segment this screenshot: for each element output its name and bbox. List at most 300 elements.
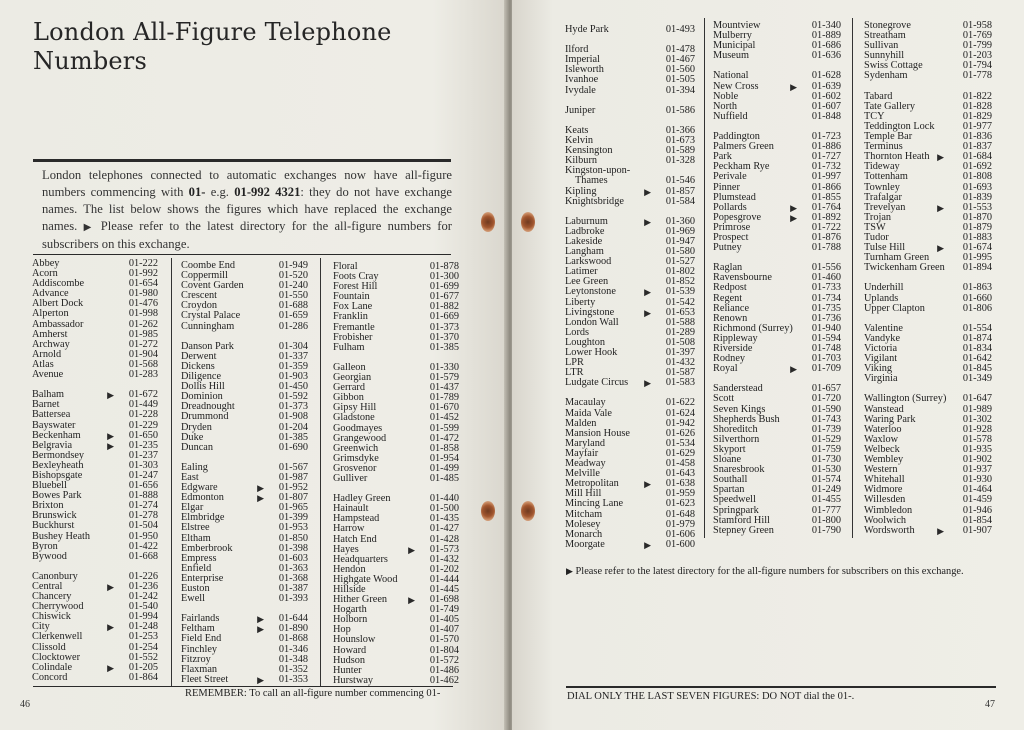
exchange-name: Southall bbox=[713, 474, 748, 486]
exchange-number: 01-992 bbox=[128, 268, 158, 280]
exchange-entry bbox=[864, 172, 992, 182]
page-number: 46 bbox=[20, 699, 30, 710]
exchange-name: Mincing Lane bbox=[565, 498, 624, 510]
exchange-name: Wimbledon bbox=[864, 504, 913, 516]
exchange-number: 01-987 bbox=[278, 471, 308, 483]
exchange-number: 01-283 bbox=[128, 369, 158, 381]
exchange-entry bbox=[565, 86, 695, 96]
exchange-name: Foots Cray bbox=[333, 271, 379, 283]
exchange-name: Richmond (Surrey) bbox=[713, 322, 793, 334]
exchange-number: 01-359 bbox=[278, 360, 308, 372]
exchange-name: Rodney bbox=[713, 353, 746, 365]
exchange-number: 01-205 bbox=[128, 661, 158, 673]
dial-footer-text: DIAL ONLY THE LAST SEVEN FIGURES: DO NOT bbox=[567, 691, 804, 702]
exchange-name: Tate Gallery bbox=[864, 100, 916, 112]
exchange-name: Keats bbox=[565, 124, 589, 136]
exchange-name: Elstree bbox=[181, 522, 210, 534]
exchange-number: 01-422 bbox=[128, 540, 158, 552]
exchange-name: Spartan bbox=[713, 484, 745, 496]
exchange-entry bbox=[864, 526, 992, 536]
exchange-name: Museum bbox=[713, 50, 750, 62]
exchange-name: Gipsy Hill bbox=[333, 402, 377, 414]
exchange-name: Dreadnought bbox=[181, 401, 235, 413]
exchange-name: Amherst bbox=[32, 328, 68, 340]
exchange-number: 01-852 bbox=[665, 276, 695, 288]
exchange-name: Terminus bbox=[864, 141, 903, 153]
exchange-name: Lee Green bbox=[565, 276, 609, 288]
exchange-number: 01-458 bbox=[665, 458, 695, 470]
exchange-name: Hampstead bbox=[333, 513, 380, 525]
exchange-number: 01-808 bbox=[962, 171, 992, 183]
exchange-name: Hither Green bbox=[333, 594, 388, 606]
arrow-icon: ▶ bbox=[644, 539, 651, 550]
exchange-name: Archway bbox=[32, 338, 70, 350]
exchange-number: 01-588 bbox=[665, 316, 695, 328]
exchange-name: Kensington bbox=[565, 145, 613, 157]
arrow-icon: ▶ bbox=[937, 152, 944, 163]
exchange-number: 01-642 bbox=[962, 353, 992, 365]
exchange-name: Hunter bbox=[333, 664, 362, 676]
exchange-entry bbox=[864, 304, 992, 314]
exchange-number: 01-444 bbox=[429, 573, 459, 585]
exchange-name: Brixton bbox=[32, 500, 64, 512]
exchange-number: 01-648 bbox=[665, 508, 695, 520]
exchange-entry bbox=[713, 495, 841, 505]
intro-text-2: e.g. bbox=[205, 185, 235, 199]
exchange-number: 01-222 bbox=[128, 258, 158, 269]
exchange-number: 01-994 bbox=[128, 611, 158, 623]
exchange-name: Harrow bbox=[333, 523, 365, 535]
exchange-name: Melville bbox=[565, 468, 600, 480]
exchange-number: 01-902 bbox=[962, 454, 992, 466]
exchange-name: Kingston-upon- bbox=[565, 165, 631, 177]
exchange-number: 01-437 bbox=[429, 382, 459, 394]
exchange-name: Frobisher bbox=[333, 331, 373, 343]
exchange-number: 01-254 bbox=[128, 641, 158, 653]
arrow-icon: ▶ bbox=[790, 81, 797, 92]
exchange-number: 01-788 bbox=[811, 242, 841, 254]
exchange-number: 01-485 bbox=[429, 472, 459, 484]
exchange-number: 01-653 bbox=[665, 306, 695, 318]
exchange-number: 01-940 bbox=[811, 322, 841, 334]
exchange-number: 01-882 bbox=[429, 301, 459, 313]
exchange-name: Battersea bbox=[32, 409, 71, 421]
exchange-name: Gladstone bbox=[333, 412, 375, 424]
exchange-name: Trafalgar bbox=[864, 191, 902, 203]
exchange-column-2 bbox=[181, 261, 308, 685]
exchange-number: 01-363 bbox=[278, 562, 308, 574]
exchange-column-5 bbox=[713, 21, 841, 536]
exchange-name: Laburnum bbox=[565, 215, 608, 227]
exchange-name: Bishopsgate bbox=[32, 469, 83, 481]
exchange-number: 01-550 bbox=[278, 290, 308, 302]
exchange-number: 01-997 bbox=[811, 171, 841, 183]
exchange-number: 01-462 bbox=[429, 674, 459, 686]
exchange-entry bbox=[181, 443, 308, 453]
exchange-number: 01-568 bbox=[128, 358, 158, 370]
exchange-number: 01-599 bbox=[429, 422, 459, 434]
arrow-icon: ▶ bbox=[257, 614, 264, 625]
exchange-entry bbox=[181, 322, 308, 332]
exchange-entry bbox=[333, 676, 459, 686]
exchange-name: Swiss Cottage bbox=[864, 60, 923, 72]
arrow-icon: ▶ bbox=[408, 595, 415, 606]
exchange-name: Grangewood bbox=[333, 432, 387, 444]
exchange-name: LPR bbox=[565, 357, 584, 369]
exchange-name: Arnold bbox=[32, 348, 62, 360]
exchange-name: Galleon bbox=[333, 361, 366, 373]
exchange-number: 01-455 bbox=[811, 494, 841, 506]
exchange-number: 01-647 bbox=[962, 393, 992, 405]
exchange-number: 01-866 bbox=[811, 181, 841, 193]
exchange-entry bbox=[32, 370, 158, 380]
exchange-name: Grosvenor bbox=[333, 462, 377, 474]
exchange-entry bbox=[333, 413, 459, 423]
exchange-number: 01-302 bbox=[962, 413, 992, 425]
exchange-name: Hatch End bbox=[333, 533, 377, 545]
exchange-number: 01-554 bbox=[962, 322, 992, 334]
exchange-number: 01-848 bbox=[811, 110, 841, 122]
exchange-name: Willesden bbox=[864, 494, 906, 506]
exchange-name: Barnet bbox=[32, 399, 60, 411]
exchange-name: Palmers Green bbox=[713, 141, 774, 153]
remember-footer: REMEMBER: To call an all-figure number commencing 01- bbox=[185, 688, 441, 699]
exchange-entry bbox=[864, 495, 992, 505]
exchange-entry bbox=[565, 25, 695, 35]
exchange-name: Highgate Wood bbox=[333, 573, 398, 585]
exchange-number: 01-874 bbox=[962, 332, 992, 344]
exchange-number: 01-965 bbox=[278, 502, 308, 514]
exchange-name: Regent bbox=[713, 292, 743, 304]
exchange-name: Springpark bbox=[713, 504, 759, 516]
exchange-entry bbox=[565, 499, 695, 509]
exchange-name: Clocktower bbox=[32, 651, 81, 663]
exchange-name: Pollards bbox=[713, 201, 747, 213]
exchange-name: Livingstone bbox=[565, 306, 615, 318]
exchange-name: Pinner bbox=[713, 181, 740, 193]
exchange-name: Wanstead bbox=[864, 403, 904, 415]
exchange-name: Derwent bbox=[181, 350, 217, 362]
exchange-number: 01-857 bbox=[665, 185, 695, 197]
exchange-name: Danson Park bbox=[181, 340, 234, 352]
exchange-name: Sloane bbox=[713, 454, 742, 466]
exchange-number: 01-459 bbox=[962, 494, 992, 506]
exchange-name: Isleworth bbox=[565, 64, 604, 76]
exchange-name: Uplands bbox=[864, 292, 899, 304]
exchange-number: 01-907 bbox=[962, 524, 992, 536]
exchange-name: Abbey bbox=[32, 258, 60, 269]
exchange-number: 01-236 bbox=[128, 581, 158, 592]
exchange-name: Whitehall bbox=[864, 474, 905, 486]
exchange-number: 01-590 bbox=[811, 403, 841, 415]
exchange-name: Valentine bbox=[864, 322, 903, 334]
dial-footer-emphasis: dial the 01-. bbox=[803, 691, 855, 702]
exchange-name: Paddington bbox=[713, 131, 760, 143]
exchange-number: 01-668 bbox=[128, 550, 158, 562]
exchange-name: Park bbox=[713, 151, 732, 163]
exchange-number: 01-352 bbox=[278, 663, 308, 675]
exchange-number: 01-977 bbox=[962, 120, 992, 132]
exchange-name: LTR bbox=[565, 367, 584, 379]
exchange-name: Trevelyan bbox=[864, 201, 906, 213]
exchange-name: Plumstead bbox=[713, 191, 756, 203]
exchange-name: Belgravia bbox=[32, 439, 73, 451]
exchange-name: Cherrywood bbox=[32, 601, 84, 613]
exchange-name: Clissold bbox=[32, 641, 66, 653]
exchange-name: Wordsworth bbox=[864, 524, 915, 536]
exchange-name: Dryden bbox=[181, 421, 212, 433]
exchange-entry bbox=[565, 176, 695, 186]
exchange-number: 01-863 bbox=[962, 282, 992, 294]
exchange-name: Covent Garden bbox=[181, 280, 244, 292]
exchange-name: Tudor bbox=[864, 231, 889, 243]
exchange-name: Wembley bbox=[864, 454, 904, 466]
exchange-number: 01-673 bbox=[665, 135, 695, 147]
exchange-number: 01-989 bbox=[962, 403, 992, 415]
exchange-number: 01-628 bbox=[811, 70, 841, 82]
exchange-name: Hop bbox=[333, 624, 351, 636]
exchange-number: 01-949 bbox=[278, 260, 308, 271]
exchange-name: Feltham bbox=[181, 623, 215, 635]
exchange-number: 01-530 bbox=[811, 464, 841, 476]
exchange-name: Fitzroy bbox=[181, 653, 211, 665]
exchange-name: Beckenham bbox=[32, 429, 81, 441]
exchange-number: 01-539 bbox=[665, 286, 695, 298]
exchange-number: 01-802 bbox=[665, 266, 695, 278]
exchange-number: 01-829 bbox=[962, 110, 992, 122]
exchange-name: Shoreditch bbox=[713, 423, 758, 435]
exchange-number: 01-328 bbox=[665, 155, 695, 167]
exchange-number: 01-928 bbox=[962, 423, 992, 435]
exchange-number: 01-622 bbox=[665, 397, 695, 409]
exchange-number: 01-954 bbox=[429, 452, 459, 464]
exchange-name: Hayes bbox=[333, 543, 359, 555]
exchange-number: 01-894 bbox=[962, 262, 992, 274]
arrow-icon: ▶ bbox=[937, 202, 944, 213]
exchange-name: Skyport bbox=[713, 443, 746, 455]
exchange-entry bbox=[713, 112, 841, 122]
exchange-number: 01-398 bbox=[278, 542, 308, 554]
exchange-name: Twickenham Green bbox=[864, 262, 945, 274]
exchange-number: 01-303 bbox=[128, 459, 158, 471]
exchange-name: Widmore bbox=[864, 484, 903, 496]
exchange-entry bbox=[333, 474, 459, 484]
arrow-icon: ▶ bbox=[790, 364, 797, 375]
exchange-column-3 bbox=[333, 262, 459, 686]
exchange-name: Liberty bbox=[565, 296, 596, 308]
exchange-number: 01-807 bbox=[278, 492, 308, 504]
arrow-icon: ▶ bbox=[566, 566, 573, 576]
exchange-name: Alperton bbox=[32, 308, 69, 320]
arrow-icon: ▶ bbox=[408, 544, 415, 555]
exchange-name: Gibbon bbox=[333, 392, 364, 404]
refer-note-text: Please refer to the latest directory for the all-figure numbers for subscribers on this exchange. bbox=[575, 566, 964, 577]
exchange-name: Enterprise bbox=[181, 572, 224, 584]
exchange-number: 01-759 bbox=[811, 443, 841, 455]
exchange-number: 01-854 bbox=[962, 514, 992, 526]
arrow-icon: ▶ bbox=[644, 307, 651, 318]
exchange-name: Coppermill bbox=[181, 270, 228, 282]
exchange-name: Lower Hook bbox=[565, 347, 618, 358]
exchange-name: Fairlands bbox=[181, 613, 220, 625]
exchange-number: 01-202 bbox=[429, 563, 459, 575]
exchange-name: Teddington Lock bbox=[864, 120, 935, 132]
exchange-number: 01-822 bbox=[962, 90, 992, 102]
arrow-icon: ▶ bbox=[790, 202, 797, 213]
exchange-number: 01-650 bbox=[128, 429, 158, 441]
exchange-number: 01-499 bbox=[429, 462, 459, 474]
exchange-number: 01-534 bbox=[665, 437, 695, 449]
exchange-number: 01-806 bbox=[962, 302, 992, 314]
exchange-name: Peckham Rye bbox=[713, 161, 770, 173]
exchange-name: Hudson bbox=[333, 654, 366, 666]
exchange-name: TCY bbox=[864, 110, 885, 122]
exchange-name: Floral bbox=[333, 261, 358, 272]
exchange-name: National bbox=[713, 70, 749, 82]
exchange-number: 01-247 bbox=[128, 469, 158, 481]
exchange-entry bbox=[713, 526, 841, 536]
exchange-name: Speedwell bbox=[713, 494, 756, 506]
exchange-name: Virginia bbox=[864, 373, 898, 385]
column-divider bbox=[320, 258, 321, 686]
exchange-number: 01-360 bbox=[665, 215, 695, 227]
arrow-icon: ▶ bbox=[257, 674, 264, 685]
exchange-number: 01-500 bbox=[429, 503, 459, 515]
exchange-name: Putney bbox=[713, 242, 742, 254]
column-divider bbox=[171, 258, 172, 686]
exchange-number: 01-837 bbox=[962, 141, 992, 153]
exchange-number: 01-749 bbox=[429, 604, 459, 616]
exchange-name: Franklin bbox=[333, 311, 368, 323]
exchange-name: Clerkenwell bbox=[32, 631, 83, 643]
exchange-name: London Wall bbox=[565, 316, 619, 328]
exchange-name: Fulham bbox=[333, 341, 365, 353]
exchange-name: Fox Lane bbox=[333, 301, 373, 313]
exchange-number: 01-407 bbox=[429, 624, 459, 636]
arrow-icon: ▶ bbox=[257, 493, 264, 504]
exchange-name: Crescent bbox=[181, 290, 218, 302]
exchange-number: 01-567 bbox=[278, 461, 308, 473]
exchange-number: 01-684 bbox=[962, 151, 992, 163]
exchange-number: 01-467 bbox=[665, 54, 695, 66]
exchange-name: Tulse Hill bbox=[864, 242, 906, 254]
arrow-icon: ▶ bbox=[107, 440, 114, 451]
exchange-number: 01-654 bbox=[128, 278, 158, 290]
exchange-name: Molesey bbox=[565, 518, 601, 530]
exchange-entry bbox=[713, 243, 841, 253]
exchange-number: 01-834 bbox=[962, 343, 992, 354]
exchange-name: Ealing bbox=[181, 461, 208, 473]
exchange-entry bbox=[565, 197, 695, 207]
exchange-name: Coombe End bbox=[181, 260, 236, 271]
exchange-number: 01-643 bbox=[665, 468, 695, 480]
exchange-entry bbox=[565, 106, 695, 116]
exchange-name: Fountain bbox=[333, 291, 370, 303]
exchange-name: Royal bbox=[713, 363, 738, 375]
exchange-name: Grimsdyke bbox=[333, 452, 379, 464]
exchange-number: 01-935 bbox=[962, 443, 992, 455]
exchange-name: Vandyke bbox=[864, 332, 901, 344]
exchange-number: 01-235 bbox=[128, 439, 158, 451]
exchange-number: 01-337 bbox=[278, 350, 308, 362]
exchange-name: New Cross bbox=[713, 80, 759, 92]
exchange-name: Bywood bbox=[32, 550, 67, 562]
exchange-name: Rippleway bbox=[713, 332, 758, 344]
exchange-name: Townley bbox=[864, 181, 900, 193]
exchange-name: Central bbox=[32, 581, 63, 592]
exchange-number: 01-607 bbox=[811, 100, 841, 112]
exchange-name: Bushey Heath bbox=[32, 530, 91, 542]
exchange-number: 01-669 bbox=[429, 311, 459, 323]
exchange-number: 01-904 bbox=[128, 348, 158, 360]
exchange-number: 01-858 bbox=[429, 442, 459, 454]
footer-rule bbox=[566, 686, 996, 688]
exchange-name: Eltham bbox=[181, 532, 211, 544]
exchange-number: 01-688 bbox=[278, 300, 308, 312]
exchange-number: 01-493 bbox=[665, 24, 695, 35]
exchange-number: 01-578 bbox=[962, 433, 992, 445]
exchange-number: 01-799 bbox=[962, 40, 992, 52]
exchange-number: 01-959 bbox=[665, 488, 695, 500]
exchange-name: Mill Hill bbox=[565, 488, 602, 500]
exchange-name: Latimer bbox=[565, 266, 598, 278]
exchange-number: 01-240 bbox=[278, 280, 308, 292]
exchange-name: Hainault bbox=[333, 503, 369, 515]
exchange-name: Ilford bbox=[565, 44, 589, 56]
exchange-name: Leytonstone bbox=[565, 286, 616, 298]
exchange-name: Cunningham bbox=[181, 320, 235, 332]
exchange-name: Underhill bbox=[864, 282, 904, 294]
exchange-number: 01-908 bbox=[278, 411, 308, 423]
page-number: 47 bbox=[985, 699, 995, 710]
exchange-number: 01-969 bbox=[665, 225, 695, 237]
exchange-number: 01-435 bbox=[429, 513, 459, 525]
exchange-name: Bexleyheath bbox=[32, 459, 84, 471]
exchange-number: 01-677 bbox=[429, 291, 459, 303]
exchange-number: 01-592 bbox=[278, 391, 308, 403]
exchange-name: Ewell bbox=[181, 593, 206, 605]
exchange-number: 01-946 bbox=[962, 504, 992, 516]
exchange-name: Duke bbox=[181, 431, 204, 443]
exchange-name: Croydon bbox=[181, 300, 218, 312]
arrow-icon: ▶ bbox=[644, 287, 651, 298]
exchange-name: Reliance bbox=[713, 302, 750, 314]
exchange-name: Elgar bbox=[181, 502, 204, 514]
exchange-number: 01-476 bbox=[128, 298, 158, 310]
exchange-name: Fleet Street bbox=[181, 673, 229, 685]
binder-hole bbox=[521, 212, 535, 232]
exchange-number: 01-624 bbox=[665, 407, 695, 419]
exchange-number: 01-373 bbox=[429, 321, 459, 333]
exchange-number: 01-508 bbox=[665, 336, 695, 348]
arrow-icon: ▶ bbox=[83, 222, 95, 233]
exchange-number: 01-460 bbox=[811, 272, 841, 284]
exchange-number: 01-272 bbox=[128, 338, 158, 350]
exchange-number: 01-850 bbox=[278, 532, 308, 544]
exchange-number: 01-732 bbox=[811, 161, 841, 173]
exchange-number: 01-703 bbox=[811, 353, 841, 365]
exchange-name: Hillside bbox=[333, 584, 366, 595]
exchange-name: Mayfair bbox=[565, 447, 599, 459]
exchange-number: 01-229 bbox=[128, 419, 158, 431]
exchange-number: 01-584 bbox=[665, 195, 695, 207]
exchange-number: 01-399 bbox=[278, 512, 308, 524]
exchange-number: 01-583 bbox=[665, 377, 695, 389]
exchange-name: Dominion bbox=[181, 391, 223, 403]
exchange-number: 01-226 bbox=[128, 570, 158, 582]
exchange-name: Greenwich bbox=[333, 442, 379, 454]
exchange-name: Emberbrook bbox=[181, 542, 233, 554]
